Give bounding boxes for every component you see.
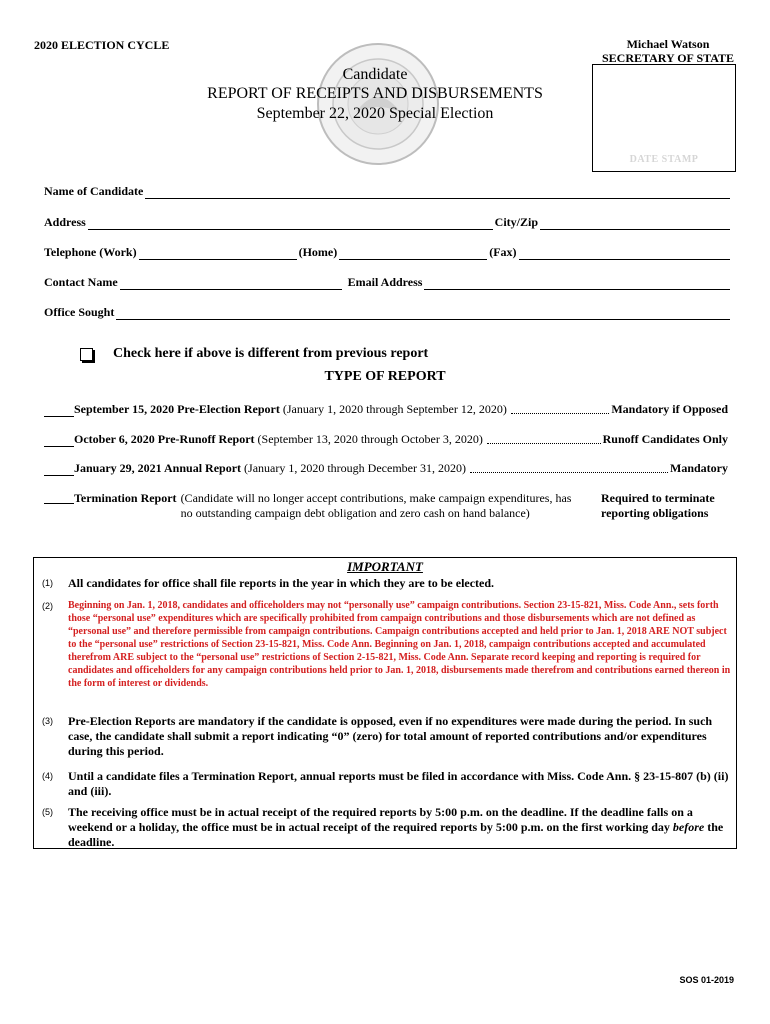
address-row [44,215,732,230]
tel-home-field[interactable] [339,249,487,260]
city-zip-field[interactable] [540,219,730,230]
important-item [42,576,732,591]
fax-label: (Fax) [489,245,517,259]
report-requirement: Mandatory [670,461,728,475]
report-row-annual [44,461,728,476]
changed-info-row [80,346,428,362]
address-field[interactable] [88,219,493,230]
item-text: Pre-Election Reports are mandatory if the candidate is opposed, even if no expenditures were made during the period. In such case, the candidate shall submit a report indicating “0” (zero) for total amount of reported contributions and/or expenditures during this period. [68,714,713,758]
important-title: IMPORTANT [347,559,423,574]
termination-requirement: Required to terminate reporting obligations [601,491,715,520]
title-block [150,66,600,124]
fax-field[interactable] [519,249,730,260]
office-row [44,305,732,320]
email-label: Email Address [347,275,423,289]
termination-name: Termination Report [74,491,177,505]
report-name: January 29, 2021 Annual Report [74,461,242,475]
report-select-blank[interactable] [44,493,74,504]
telephone-row [44,245,732,260]
official-name: Michael Watson [626,37,710,51]
report-row-pre-election [44,402,728,417]
official-block [598,37,738,65]
contact-name-field[interactable] [120,279,342,290]
address-label: Address [44,215,86,229]
important-item [42,769,732,799]
item-text: All candidates for office shall file reports in the year in which they are to be elected. [68,576,495,590]
contact-row [44,275,732,290]
candidate-name-field[interactable] [145,188,730,199]
title-election: September 22, 2020 Special Election [256,105,494,122]
report-name: September 15, 2020 Pre-Election Report [74,402,280,416]
item-number: (3) [42,716,53,726]
item-number: (5) [42,807,53,817]
report-select-blank[interactable] [44,465,74,476]
item-text-personal-use: Beginning on Jan. 1, 2018, candidates and officeholders may not “personally use” campaign contributions. Section 23-15-821, Miss. Code Ann., sets forth those “personal use” expenditures which are specifically prohibited from campaign contributions and those disbursements which are not defined as “personal use” and therefore permissible from campaign contributions. Campaign contributions accepted and held prior to Jan. 1, 2018 ARE NOT subject to the “personal use” restrictions of Section 23-15-821, Miss. Code Ann. Beginning on Jan. 1, 2018, campaign contributions accepted and accumulated therefrom ARE subject to the “personal use” restrictions of Section 2-15-821, Miss. Code Ann. Separate record keeping and reporting is required for candidates and officeholders for any campaign contributions held prior to Jan. 1, 2018, disbursements made therefrom and contributions earned thereon in the form of interest or dividends. [68,600,731,689]
termination-desc: (Candidate will no longer accept contributions, make campaign expenditures, has no outstanding campaign debt obligation and zero cash on hand balance) [180,491,572,520]
candidate-name-row [44,184,732,199]
office-sought-field[interactable] [116,309,730,320]
item-number: (4) [42,771,53,781]
item-text: The receiving office must be in actual receipt of the required reports by 5:00 p.m. on the deadline. If the deadline falls on a weekend or a holiday, the office must be in actual receipt of the required reports by 5:00 p.m. on the first working day before the deadline. [68,805,724,849]
report-period: (January 1, 2020 through December 31, 2020) [244,461,466,475]
report-select-blank[interactable] [44,436,74,447]
email-field[interactable] [424,279,730,290]
form-number: SOS 01-2019 [679,975,734,985]
candidate-name-label: Name of Candidate [44,184,144,198]
report-row-termination [44,491,604,521]
report-period: (January 1, 2020 through September 12, 2020) [282,402,507,416]
report-period: (September 13, 2020 through October 3, 2020) [257,432,483,446]
title-candidate: Candidate [342,66,408,83]
city-zip-label: City/Zip [494,215,538,229]
date-stamp-label: DATE STAMP [629,154,699,165]
important-item [42,805,732,850]
important-box [33,557,737,849]
type-of-report-title: TYPE OF REPORT [324,369,446,384]
tel-home-label: (Home) [298,245,338,259]
report-select-blank[interactable] [44,406,74,417]
report-requirement: Runoff Candidates Only [602,432,728,446]
changed-info-label: Check here if above is different from previous report [113,346,429,361]
changed-info-checkbox[interactable] [80,348,93,361]
office-sought-label: Office Sought [44,305,115,319]
title-report: REPORT OF RECEIPTS AND DISBURSEMENTS [207,85,543,102]
report-name: October 6, 2020 Pre-Runoff Report [74,432,255,446]
report-row-pre-runoff [44,432,728,447]
tel-work-label: Telephone (Work) [44,245,137,259]
item-number: (1) [42,578,53,588]
report-requirement: Mandatory if Opposed [611,402,728,416]
contact-name-label: Contact Name [44,275,118,289]
item-number: (2) [42,601,53,611]
official-title: SECRETARY OF STATE [601,51,735,65]
date-stamp-box [592,64,736,172]
item-text: Until a candidate files a Termination Report, annual reports must be filed in accordance with Miss. Code Ann. § 23-15-807 (b) (ii) and (iii). [68,769,729,798]
election-cycle: 2020 ELECTION CYCLE [34,38,170,52]
important-item [42,714,732,759]
important-item [42,599,732,690]
tel-work-field[interactable] [139,249,297,260]
